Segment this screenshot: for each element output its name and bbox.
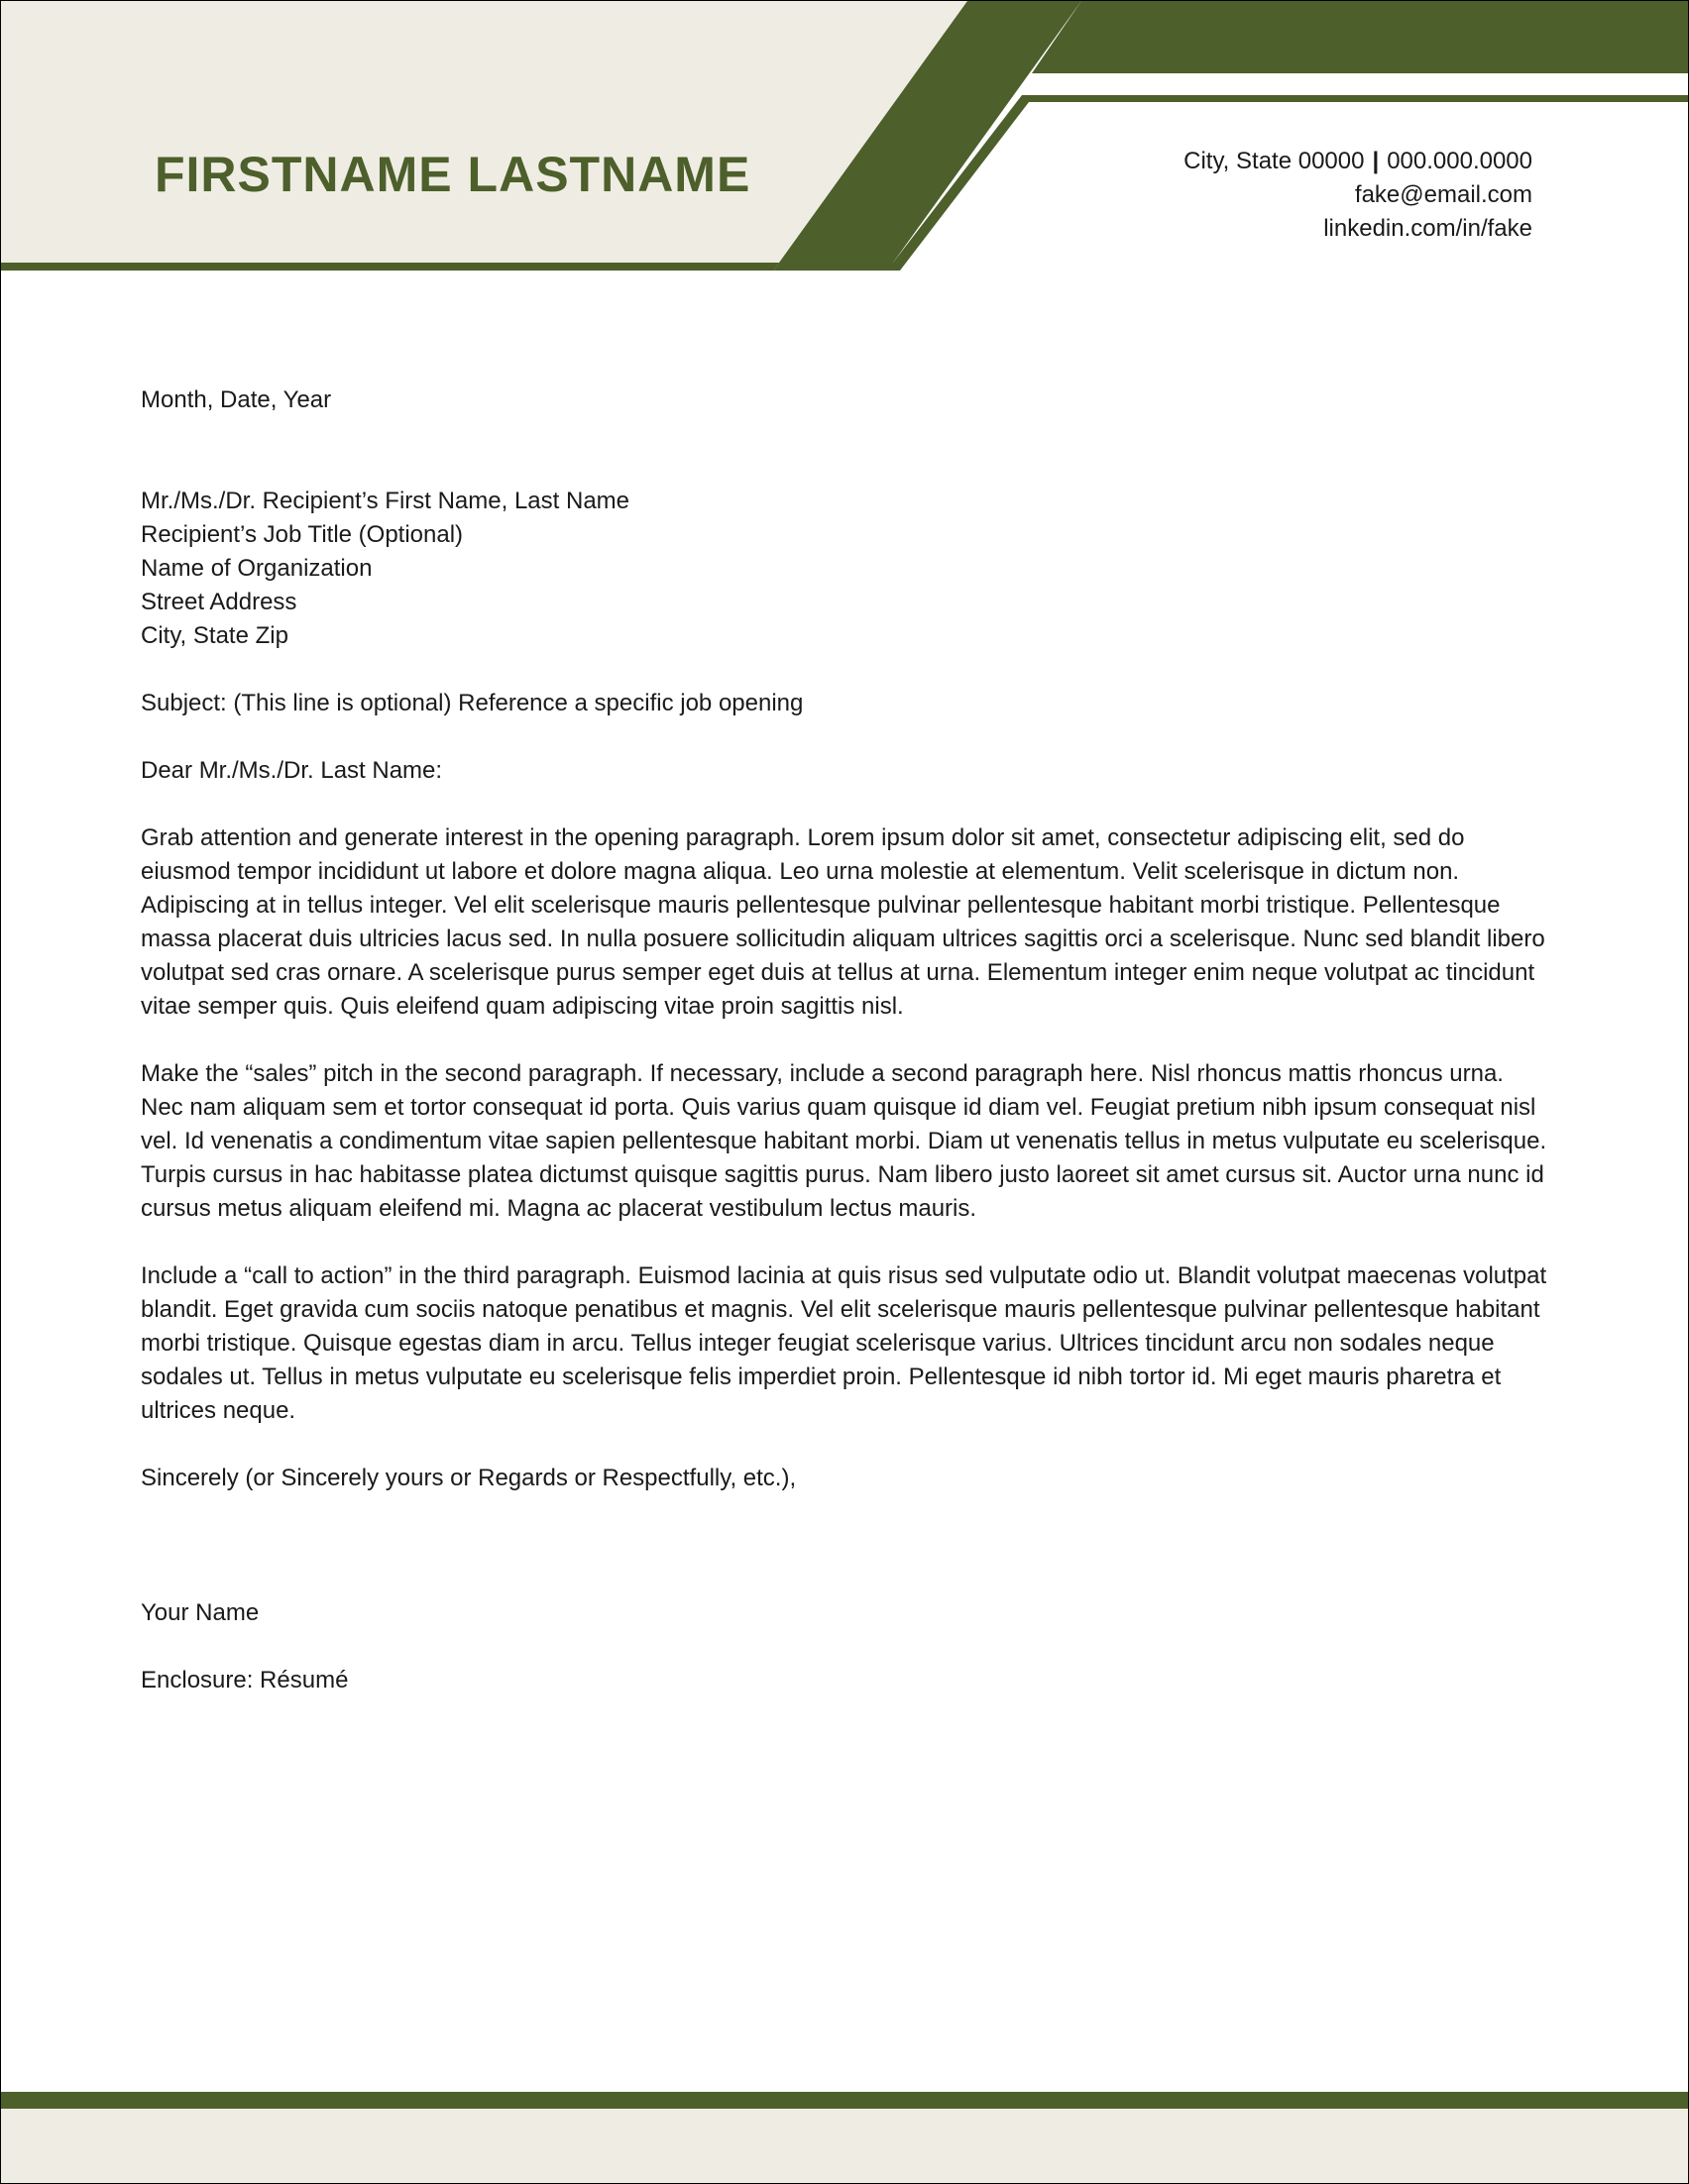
letter-date: Month, Date, Year xyxy=(141,386,332,413)
contact-separator: | xyxy=(1372,148,1380,174)
recipient-organization: Name of Organization xyxy=(141,555,373,582)
letter-body xyxy=(141,383,1552,1697)
paragraph-sales-pitch: Make the “sales” pitch in the second paragraph. If necessary, include a second paragraph here. Nisl rhoncus mattis rhoncus urna. Nec nam aliquam sem et tortor consequat id porta. Quis varius quam quisque id diam vel. Feugiat pretium nibh ipsum consequat nisl vel. Id venenatis a condimentum vitae sapien pellentesque habitant morbi. Diam ut venenatis tellus in metus vulputate eu scelerisque. Turpis cursus in hac habitasse platea dictumst quisque sagittis purus. Nam libero justo laoreet sit amet cursus sit. Auctor urna nunc id cursus metus aliquam eleifend mi. Magna ac placerat vestibulum lectus mauris. xyxy=(141,1060,1547,1222)
applicant-name: FIRSTNAME LASTNAME xyxy=(155,147,751,202)
recipient-job-title: Recipient’s Job Title (Optional) xyxy=(141,521,464,548)
salutation: Dear Mr./Ms./Dr. Last Name: xyxy=(141,757,443,784)
recipient-block xyxy=(141,485,1552,653)
contact-city-state: City, State 00000 xyxy=(1183,148,1365,174)
recipient-city-state-zip: City, State Zip xyxy=(141,622,288,649)
paragraph-call-to-action: Include a “call to action” in the third paragraph. Euismod lacinia at quis risus sed vulputate odio ut. Blandit volutpat maecenas volutpat blandit. Eget gravida cum sociis natoque penatibus et magnis. Vel elit scelerisque mauris pellentesque pulvinar pellentesque habitant morbi tristique. Quisque egestas diam in arcu. Tellus integer feugiat scelerisque varius. Ultrices tincidunt arcu non sodales neque sodales ut. Tellus in metus vulputate eu scelerisque felis imperdiet proin. Pellentesque id nibh tortor id. Mi eget mauris pharetra et ultrices neque. xyxy=(141,1262,1547,1424)
header-top-right-band xyxy=(1032,1,1688,73)
header-bottom-rule xyxy=(1,263,779,271)
paragraph-opening: Grab attention and generate interest in the opening paragraph. Lorem ipsum dolor sit amet, consectetur adipiscing elit, sed do eiusmod tempor incididunt ut labore et dolore magna aliqua. Leo urna molestie at elementum. Velit scelerisque in dictum non. Adipiscing at in tellus integer. Vel elit scelerisque mauris pellentesque pulvinar pellentesque habitant morbi tristique. Pellentesque massa placerat duis ultricies lacus sed. In nulla posuere sollicitudin aliquam ultrices sagittis orci a scelerisque. Nunc sed blandit libero volutpat sed cras ornare. A scelerisque purus semper eget duis at tellus at urna. Elementum integer enim neque volutpat ac tincidunt vitae semper quis. Quis eleifend quam adipiscing vitae proin sagittis nisl. xyxy=(141,824,1545,1020)
contact-email: fake@email.com xyxy=(1354,181,1532,208)
contact-line-location-phone xyxy=(1183,145,1532,178)
contact-phone: 000.000.0000 xyxy=(1387,148,1532,174)
footer-green-band xyxy=(1,2092,1688,2109)
recipient-street: Street Address xyxy=(141,589,297,615)
enclosure-line: Enclosure: Résumé xyxy=(141,1667,349,1693)
contact-block xyxy=(1183,145,1532,246)
closing: Sincerely (or Sincerely yours or Regards or Respectfully, etc.), xyxy=(141,1465,797,1491)
footer-beige-band xyxy=(1,2109,1688,2183)
recipient-name: Mr./Ms./Dr. Recipient’s First Name, Last Name xyxy=(141,488,630,514)
footer-decoration xyxy=(1,2092,1688,2183)
contact-linkedin: linkedin.com/in/fake xyxy=(1323,215,1532,242)
signature-name: Your Name xyxy=(141,1599,260,1626)
subject-line: Subject: (This line is optional) Reference a specific job opening xyxy=(141,690,804,716)
